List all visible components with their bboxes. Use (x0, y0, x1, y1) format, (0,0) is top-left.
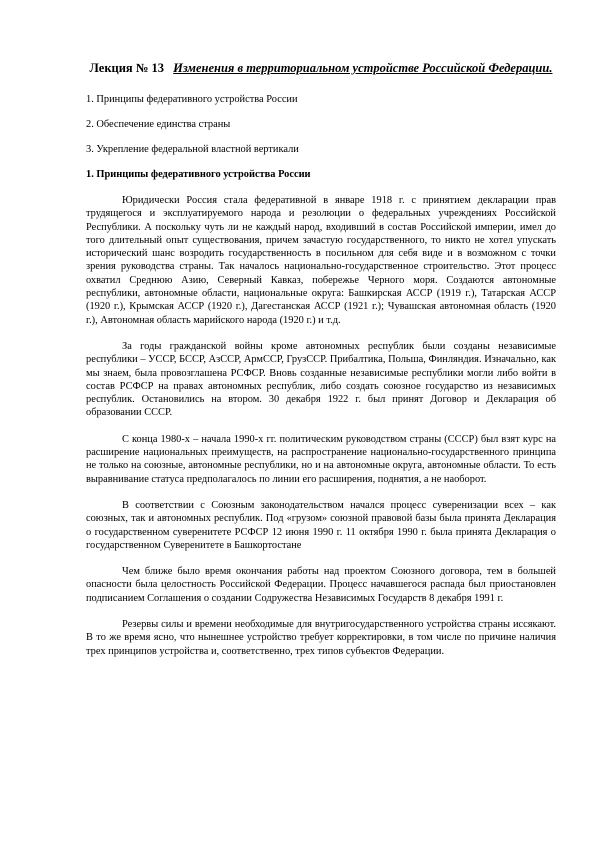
plan-item: 2. Обеспечение единства страны (86, 119, 231, 130)
paragraph: Юридически Россия стала федеративной в январе 1918 г. с принятием декларации прав трудящегося и эксплуатируемого народа и резолюции о федеральных учреждениях Российской Республики. А поскольку чуть ли не каждый народ, входивший в состав Российской империи, имел до того длительный опыт существования, причем зачастую государственного, то никто не хотел упускать исторический шанс возродить государственность в посильном для себя виде и в возможном с точки зрения руководства страны. Так началось национально-государственное строительство. Этот процесс охватил Среднюю Азию, Северный Кавказ, побережье Черного моря. Создаются автономные республики, автономные области, национальные округа: Башкирская АССР (1919 г.), Татарская АССР (1920 г.), Крымская АССР (1920 г.), Дагестанская АССР (1921 г.); Чувашская автономная область (1920 г.), Автономная область марийского народа (1920 г.) и т.д. (86, 195, 556, 326)
plan-item: 3. Укрепление федеральной властной вертикали (86, 144, 299, 155)
document-page (86, 58, 556, 671)
lecture-title (86, 58, 556, 79)
lecture-plan (86, 93, 556, 156)
paragraph: Резервы силы и времени необходимые для внутригосударственного устройства страны иссякают. В то же время ясно, что нынешнее устройство требует корректировки, в том числе по причине наличия трех принципов устройства и, соответственно, трех типов субъектов Федерации. (86, 619, 556, 657)
plan-item: 1. Принципы федеративного устройства России (86, 94, 298, 105)
section-heading: 1. Принципы федеративного устройства России (86, 169, 311, 180)
lecture-number: Лекция № 13 (89, 61, 165, 75)
paragraph: В соответствии с Союзным законодательством начался процесс суверенизации всех – как союзных, так и автономных республик. Под «грузом» союзной правовой базы была принята Декларация о государственном суверенитете РСФСР 12 июня 1990 г. 11 октября 1990 г. была принята Декларация о государственном Суверенитете в Башкортостане (86, 499, 556, 551)
section-body (86, 194, 556, 658)
paragraph: Чем ближе было время окончания работы над проектом Союзного договора, тем в большей опасности была целостность Российской Федерации. Процесс начавшегося распада был приостановлен подписанием Соглашения о создании Содружества Независимых Государств 8 декабря 1991 г. (86, 566, 556, 604)
paragraph: С конца 1980-х – начала 1990-х гг. политическим руководством страны (СССР) был взят курс на расширение национальных преимуществ, на распространение национально-государственного принципа не только на союзные, автономные республики, но и на автономные округа, автономные области. То есть выравнивание статуса предполагалось по линии его расширения, поднятия, а не наоборот. (86, 433, 556, 485)
lecture-topic: Изменения в территориальном устройстве Российской Федерации. (173, 61, 553, 75)
paragraph: За годы гражданской войны кроме автономных республик были созданы независимые республики – УССР, БССР, АзССР, АрмССР, ГрузССР. Прибалтика, Польша, Финляндия. Изначально, как мы знаем, была провозглашена РСФСР. Вновь созданные независимые республики могли либо войти в состав РСФСР на правах автономных республик, либо создать союзное государство из независимых республик. Остановились на втором. 30 декабря 1922 г. был принят Договор и Декларация об образовании СССР. (86, 340, 556, 419)
